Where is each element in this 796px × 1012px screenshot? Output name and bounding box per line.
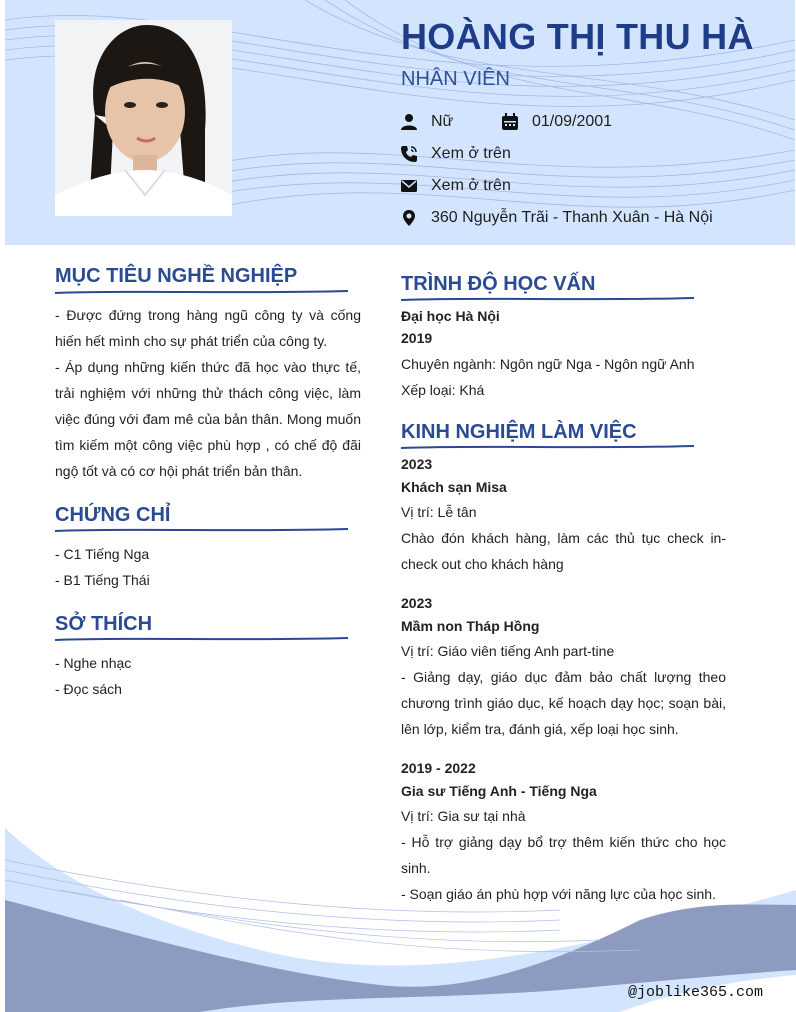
objective-underline [55, 289, 350, 295]
address-row [400, 209, 713, 227]
cert-title: CHỨNG CHỈ [55, 504, 171, 526]
experience-line: Chào đón khách hàng, làm các thủ tục check in-check out cho khách hàng [401, 530, 726, 572]
objective-line-2: - Áp dụng những kiến thức đã học vào thực tế, trải nghiệm với những thử thách công việc, làm việc đúng với đam mê của bản thân. Mong muốn tìm kiếm một công việc phù hợp , có chế độ đãi ngộ tốt và có cơ hội phát triển bản thân. [55, 359, 361, 479]
experience-line: Vị trí: Gia sư tại nhà [401, 808, 526, 824]
gender-value: Nữ [431, 113, 454, 130]
education-underline [401, 296, 696, 302]
phone-icon [400, 145, 418, 163]
location-icon [400, 209, 418, 227]
experience-year: 2023 [401, 595, 433, 611]
cert-list [55, 541, 361, 593]
objective-line-1: - Được đứng trong hàng ngũ công ty và cống hiến hết mình cho sự phát triển của công ty. [55, 307, 361, 349]
school-name: Đại học Hà Nội [401, 308, 500, 324]
email-row [400, 177, 511, 195]
experience-title: KINH NGHIỆM LÀM VIỆC [401, 421, 637, 443]
objective-title: MỤC TIÊU NGHỀ NGHIỆP [55, 265, 298, 287]
hobby-list [55, 650, 361, 702]
experience-entry-2 [401, 593, 726, 742]
user-icon [400, 113, 418, 131]
birthdate-value: 01/09/2001 [532, 113, 613, 130]
mail-icon [400, 177, 418, 195]
experience-org: Mầm non Tháp Hồng [401, 618, 540, 634]
experience-line: Vị trí: Lễ tân [401, 504, 477, 520]
experience-year: 2023 [401, 456, 433, 472]
experience-org: Gia sư Tiếng Anh - Tiếng Nga [401, 783, 597, 799]
hobby-underline [55, 636, 350, 642]
experience-line: - Giảng dạy, giáo dục đảm bảo chất lượng theo chương trình giáo dục, kế hoạch dạy học; soạn bài, lên lớp, kiểm tra, đánh giá, xếp loại học sinh. [401, 669, 726, 737]
hobby-item: - Nghe nhạc [55, 655, 132, 671]
gender-row [400, 113, 453, 131]
graduation-year: 2019 [401, 330, 433, 346]
hobby-item: - Đọc sách [55, 681, 122, 697]
experience-line: - Hỗ trợ giảng dạy bổ trợ thêm kiến thức cho học sinh. [401, 834, 726, 876]
experience-line: - Soạn giáo án phù hợp với năng lực của học sinh. [401, 886, 716, 902]
phone-row [400, 145, 511, 163]
experience-underline [401, 444, 696, 450]
objective-text [55, 302, 361, 484]
cert-underline [55, 527, 350, 533]
experience-org: Khách sạn Misa [401, 479, 507, 495]
major: Chuyên ngành: Ngôn ngữ Nga - Ngôn ngữ Anh [401, 356, 695, 372]
experience-year: 2019 - 2022 [401, 760, 476, 776]
education-entry [401, 306, 726, 403]
job-title: NHÂN VIÊN [401, 68, 510, 90]
cert-item: - B1 Tiếng Thái [55, 572, 150, 588]
email-value: Xem ở trên [431, 177, 511, 194]
calendar-icon [501, 113, 519, 131]
experience-entry-1 [401, 454, 726, 577]
education-title: TRÌNH ĐỘ HỌC VẤN [401, 273, 596, 295]
grade: Xếp loại: Khá [401, 382, 485, 398]
candidate-name: HOÀNG THỊ THU HÀ [401, 16, 754, 57]
experience-line: Vị trí: Giáo viên tiếng Anh part-tine [401, 643, 615, 659]
hobby-title: SỞ THÍCH [55, 613, 153, 635]
footer-handle: @joblike365.com [627, 984, 763, 1001]
profile-photo [55, 20, 232, 216]
cert-item: - C1 Tiếng Nga [55, 546, 150, 562]
footer-waves [0, 800, 796, 1012]
phone-value: Xem ở trên [431, 145, 511, 162]
birthdate-row [501, 113, 612, 131]
address-value: 360 Nguyễn Trãi - Thanh Xuân - Hà Nội [431, 209, 713, 226]
